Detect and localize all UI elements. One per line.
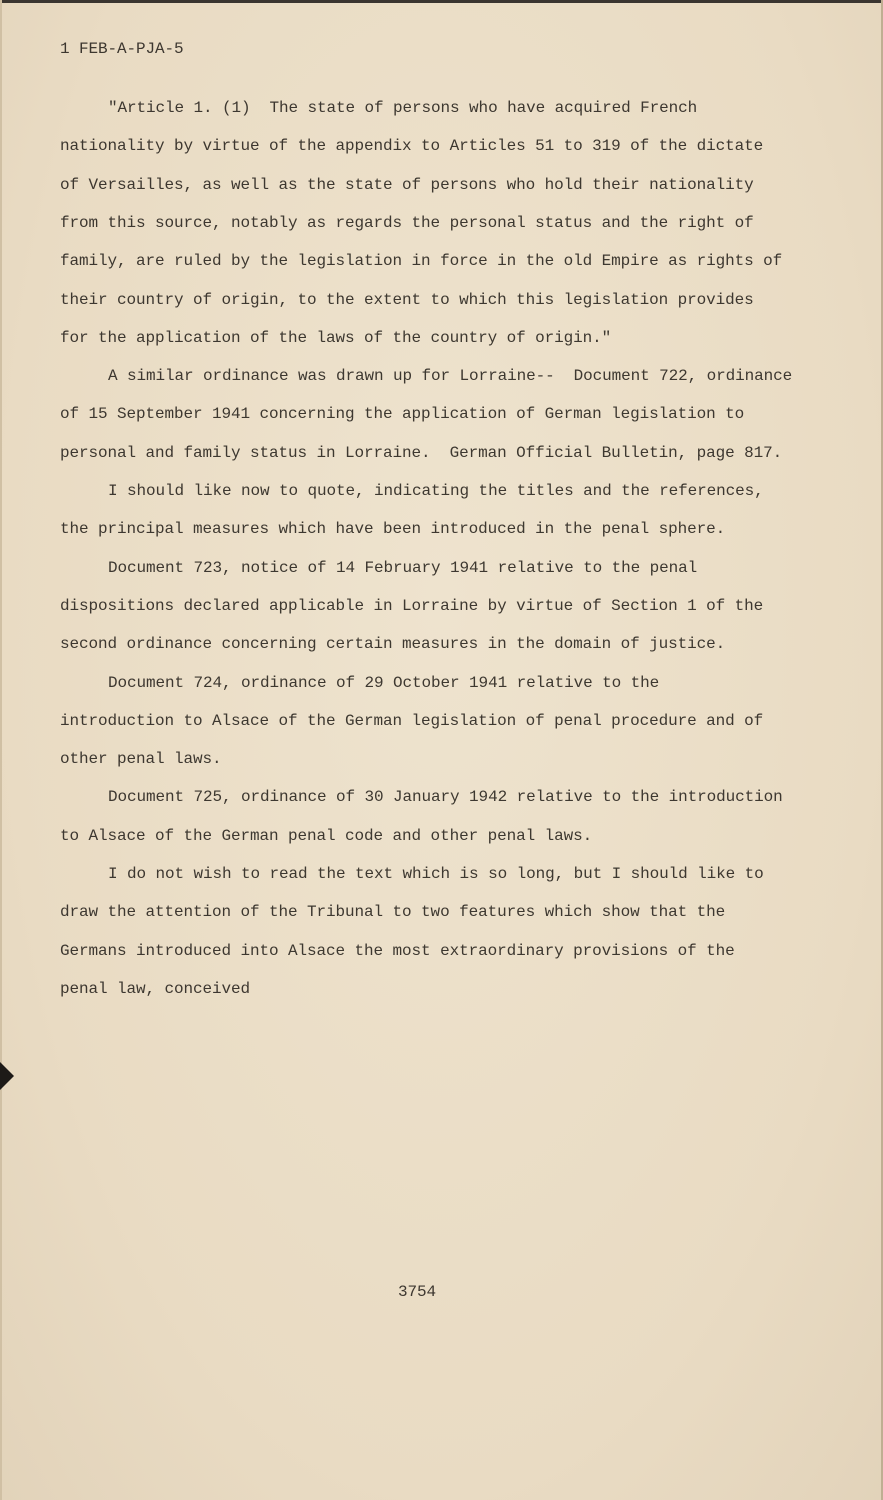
paragraph-first-line: A similar ordinance was drawn up for Lorraine-- Document 722, ordinance (108, 367, 793, 386)
text-line: for the application of the laws of the country of origin." (60, 328, 612, 347)
text-line: penal law, conceived (60, 979, 251, 998)
page-number: 3754 (398, 1283, 437, 1301)
text-line: nationality by virtue of the appendix to Articles 51 to 319 of the dictate (60, 137, 764, 156)
text-line: family, are ruled by the legislation in force in the old Empire as rights of (60, 252, 783, 271)
page-top-edge (0, 0, 883, 3)
text-line: to Alsace of the German penal code and other penal laws. (60, 826, 593, 845)
text-line: personal and family status in Lorraine. German Official Bulletin, page 817. (60, 443, 783, 462)
paragraph-first-line: I do not wish to read the text which is so long, but I should like to (108, 865, 764, 883)
text-line: of 15 September 1941 concerning the application of German legislation to (60, 405, 745, 424)
text-line: second ordinance concerning certain measures in the domain of justice. (60, 635, 726, 654)
paragraph-first-line: Document 724, ordinance of 29 October 1941 relative to the (108, 673, 660, 692)
text-line: their country of origin, to the extent to which this legislation provides (60, 290, 754, 309)
text-line: the principal measures which have been introduced in the penal sphere. (60, 520, 726, 539)
document-reference-header: 1 FEB-A-PJA-5 (60, 40, 184, 58)
binding-tab-mark (0, 1062, 14, 1090)
paragraph-first-line: "Article 1. (1) The state of persons who have acquired French (108, 99, 698, 117)
paragraph-first-line: I should like now to quote, indicating the titles and the references, (108, 482, 764, 500)
text-line: Germans introduced into Alsace the most extraordinary provisions of the (60, 941, 735, 960)
paragraph-first-line: Document 725, ordinance of 30 January 1942 relative to the introduction (108, 788, 783, 807)
text-line: of Versailles, as well as the state of persons who hold their nationality (60, 175, 754, 194)
page-left-edge (0, 0, 2, 1500)
text-line: draw the attention of the Tribunal to two features which show that the (60, 903, 726, 922)
text-line: dispositions declared applicable in Lorraine by virtue of Section 1 of the (60, 596, 764, 615)
paragraph-first-line: Document 723, notice of 14 February 1941 relative to the penal (108, 558, 698, 577)
text-line: introduction to Alsace of the German legislation of penal procedure and of (60, 711, 764, 730)
text-line: from this source, notably as regards the personal status and the right of (60, 213, 754, 232)
text-line: other penal laws. (60, 750, 222, 769)
